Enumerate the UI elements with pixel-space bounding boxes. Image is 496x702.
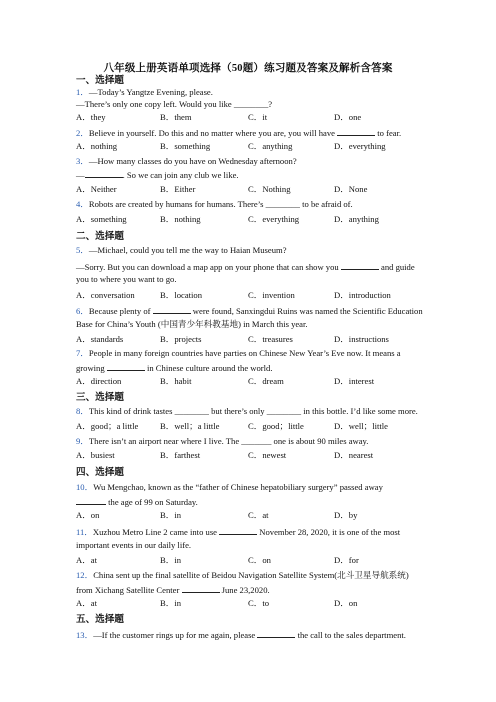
question-5-line2 <box>76 261 415 273</box>
question-text: There isn’t an airport near where I live. The _______ one is about 90 miles away. <box>88 436 369 446</box>
option-a[interactable]: A．at <box>76 555 98 565</box>
option-d[interactable]: D．instructions <box>334 334 389 344</box>
question-3 <box>76 156 297 167</box>
option-d[interactable]: D．None <box>334 184 368 194</box>
option-c[interactable]: C．at <box>248 510 269 520</box>
option-a[interactable]: A．on <box>76 510 100 520</box>
question-text: growing <box>76 363 105 373</box>
question-text-tail: to fear. <box>377 128 402 138</box>
question-4 <box>76 199 353 210</box>
option-c[interactable]: C．invention <box>248 290 295 300</box>
question-number: 6． <box>76 306 89 316</box>
option-d[interactable]: D．by <box>334 510 358 520</box>
question-text: Because plenty of <box>88 306 151 316</box>
option-c[interactable]: C．treasures <box>248 334 293 344</box>
option-b[interactable]: B．Either <box>160 184 196 194</box>
question-5-line3: you to where you want to go. <box>76 274 177 284</box>
question-number: 8． <box>76 406 89 416</box>
option-c[interactable]: C．newest <box>248 450 287 460</box>
question-9 <box>76 436 368 447</box>
option-b[interactable]: B．location <box>160 290 203 300</box>
question-text: from Xichang Satellite Center <box>76 585 180 595</box>
option-c[interactable]: C．it <box>248 112 268 122</box>
question-number: 5． <box>76 245 89 255</box>
question-5 <box>76 245 287 256</box>
question-6 <box>76 305 423 317</box>
answer-blank <box>219 526 257 535</box>
question-number: 7． <box>76 348 89 358</box>
question-text: Wu Mengchao, known as the “father of Chinese hepatobiliary surgery” passed away <box>93 482 383 492</box>
option-a[interactable]: A．good；a little <box>76 421 139 431</box>
option-b[interactable]: B．something <box>160 141 211 151</box>
question-text: —If the customer rings up for me again, please <box>93 630 256 640</box>
dash: — <box>76 170 85 180</box>
option-c[interactable]: C．to <box>248 598 270 608</box>
option-c[interactable]: C．Nothing <box>248 184 291 194</box>
option-a[interactable]: A．busiest <box>76 450 115 460</box>
question-2 <box>76 127 401 139</box>
section-heading-4: 四、选择题 <box>76 467 124 478</box>
question-text: —Sorry. But you can download a map app on your phone that can show you <box>76 262 339 272</box>
question-1-line2: —There’s only one copy left. Would you like ________? <box>76 99 273 109</box>
option-b[interactable]: B．farthest <box>160 450 201 460</box>
question-text-tail: the age of 99 on Saturday. <box>108 497 198 507</box>
option-d[interactable]: D．one <box>334 112 362 122</box>
question-text: —Today’s Yangtze Evening, please. <box>88 87 213 97</box>
option-d[interactable]: D．nearest <box>334 450 374 460</box>
question-text-tail: . So we can join any club we like. <box>122 170 239 180</box>
question-number: 1． <box>76 87 89 97</box>
question-text: This kind of drink tastes ________ but there’s only ________ in this bottle. I’d like some more. <box>88 406 418 416</box>
option-d[interactable]: D．on <box>334 598 358 608</box>
question-11-line2: important events in our daily life. <box>76 540 192 550</box>
question-number: 2． <box>76 128 89 138</box>
option-a[interactable]: A．direction <box>76 376 122 386</box>
section-heading-3: 三、选择题 <box>76 392 124 403</box>
question-text: People in many foreign countries have parties on Chinese New Year’s Eve now. It means a <box>88 348 401 358</box>
option-d[interactable]: D．well；little <box>334 421 388 431</box>
option-a[interactable]: A．conversation <box>76 290 135 300</box>
question-8 <box>76 406 418 417</box>
question-text-tail: June 23,2020. <box>221 585 270 595</box>
question-text: Xuzhou Metro Line 2 came into use <box>92 527 217 537</box>
question-text-tail: the call to the sales department. <box>297 630 406 640</box>
option-d[interactable]: D．for <box>334 555 359 565</box>
question-6-line2: Base for China’s Youth (中国青少年科教基地) in March this year. <box>76 319 308 329</box>
option-a[interactable]: A．standards <box>76 334 124 344</box>
answer-blank <box>153 305 191 314</box>
answer-blank <box>341 261 379 270</box>
answer-blank <box>337 127 375 136</box>
option-b[interactable]: B．well；a little <box>160 421 220 431</box>
option-c[interactable]: C．on <box>248 555 271 565</box>
question-text: —How many classes do you have on Wednesday afternoon? <box>88 156 297 166</box>
option-b[interactable]: B．them <box>160 112 192 122</box>
question-number: 3． <box>76 156 89 166</box>
option-b[interactable]: B．in <box>160 555 182 565</box>
question-text: Believe in yourself. Do this and no matter where you are, you will have <box>88 128 335 138</box>
question-7 <box>76 348 401 359</box>
option-a[interactable]: A．nothing <box>76 141 118 151</box>
question-text-tail: were found, Sanxingdui Ruins was named the Scientific Education <box>192 306 423 316</box>
question-10 <box>76 482 383 493</box>
question-1 <box>76 87 213 98</box>
option-b[interactable]: B．projects <box>160 334 202 344</box>
question-text: —Michael, could you tell me the way to Haian Museum? <box>88 245 287 255</box>
question-number: 12． <box>76 570 94 580</box>
option-c[interactable]: C．dream <box>248 376 284 386</box>
question-13 <box>76 629 406 641</box>
question-text: China sent up the final satellite of Beidou Navigation Satellite System(北斗卫星导航系统) <box>93 570 409 580</box>
option-b[interactable]: B．habit <box>160 376 192 386</box>
answer-blank <box>257 629 295 638</box>
option-b[interactable]: B．nothing <box>160 214 201 224</box>
answer-blank <box>107 362 145 371</box>
question-number: 13． <box>76 630 94 640</box>
option-a[interactable]: A．at <box>76 598 98 608</box>
question-number: 9． <box>76 436 89 446</box>
answer-blank <box>76 496 106 505</box>
option-c[interactable]: C．everything <box>248 214 300 224</box>
option-d[interactable]: D．interest <box>334 376 375 386</box>
option-b[interactable]: B．in <box>160 510 182 520</box>
option-c[interactable]: C．good；little <box>248 421 304 431</box>
question-text-tail: in Chinese culture around the world. <box>146 363 273 373</box>
option-a[interactable]: A．they <box>76 112 106 122</box>
option-a[interactable]: A．something <box>76 214 127 224</box>
question-3-line2 <box>76 169 239 181</box>
question-12 <box>76 570 409 581</box>
question-text-tail: November 28, 2020, it is one of the most <box>259 527 401 537</box>
section-heading-2: 二、选择题 <box>76 231 124 242</box>
section-heading-5: 五、选择题 <box>76 614 124 625</box>
option-c[interactable]: C．anything <box>248 141 293 151</box>
question-7-line2 <box>76 362 273 374</box>
option-a[interactable]: A．Neither <box>76 184 117 194</box>
section-heading-1: 一、选择题 <box>76 75 124 86</box>
question-11 <box>76 526 400 538</box>
option-d[interactable]: D．anything <box>334 214 379 224</box>
question-number: 4． <box>76 199 89 209</box>
answer-blank <box>85 169 123 178</box>
question-text: Robots are created by humans for humans. There’s ________ to be afraid of. <box>88 199 353 209</box>
option-d[interactable]: D．everything <box>334 141 386 151</box>
question-10-line2 <box>76 496 198 508</box>
question-12-line2 <box>76 584 270 596</box>
question-text-tail: and guide <box>381 262 415 272</box>
question-number: 11． <box>76 527 93 537</box>
answer-blank <box>182 584 220 593</box>
option-b[interactable]: B．in <box>160 598 182 608</box>
option-d[interactable]: D．introduction <box>334 290 391 300</box>
question-number: 10． <box>76 482 94 492</box>
page-title: 八年级上册英语单项选择（50题）练习题及答案及解析含答案 <box>103 63 393 74</box>
